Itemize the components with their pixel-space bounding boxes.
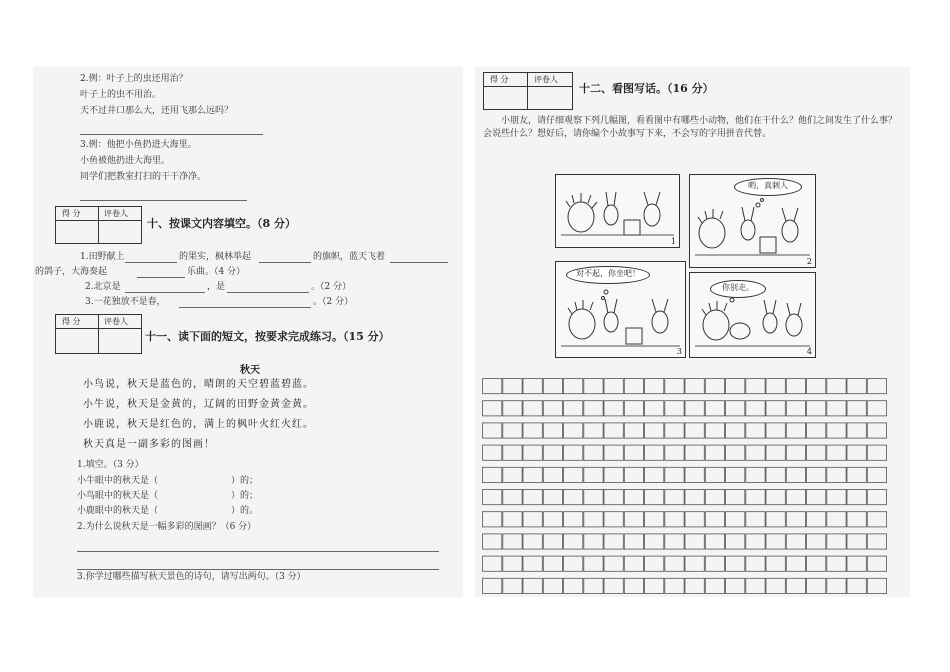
grid-cell[interactable] xyxy=(624,490,643,505)
section-12-title: 十二、看图写话。（16 分） xyxy=(579,82,714,95)
s10-q1b: 的果实，枫林举起 xyxy=(179,252,252,262)
grid-cell[interactable] xyxy=(867,490,886,505)
grid-cell[interactable] xyxy=(483,556,502,571)
grid-cell[interactable] xyxy=(827,467,846,482)
grid-cell[interactable] xyxy=(523,556,542,571)
grid-cell[interactable] xyxy=(483,445,502,460)
s10-q2b: ，是 xyxy=(207,282,226,292)
grid-cell[interactable] xyxy=(503,578,522,593)
grid-cell[interactable] xyxy=(867,445,886,460)
s11-q1-row-b: ）的。 xyxy=(231,506,259,516)
grid-cell[interactable] xyxy=(746,512,765,527)
grid-cell[interactable] xyxy=(604,445,623,460)
grid-cell[interactable] xyxy=(543,534,562,549)
speech-bubble: 哟，真刺人 xyxy=(734,178,802,196)
grid-cell[interactable] xyxy=(645,578,664,593)
grid-cell[interactable] xyxy=(645,467,664,482)
grid-cell[interactable] xyxy=(807,556,826,571)
grid-cell[interactable] xyxy=(665,423,684,438)
s11-q1-row-b: ）的； xyxy=(231,491,259,501)
grid-cell[interactable] xyxy=(503,534,522,549)
passage-line: 秋天真是一副多彩的图画！ xyxy=(83,439,215,450)
grid-cell[interactable] xyxy=(564,556,583,571)
fill-blank[interactable] xyxy=(179,307,311,308)
grid-cell[interactable] xyxy=(766,467,785,482)
grid-cell[interactable] xyxy=(523,445,542,460)
grid-cell[interactable] xyxy=(807,578,826,593)
grid-cell[interactable] xyxy=(827,401,846,416)
grid-cell[interactable] xyxy=(867,512,886,527)
passage-line: 小鸟说，秋天是蓝色的，晴朗的天空碧蓝碧蓝。 xyxy=(83,379,314,390)
grid-cell[interactable] xyxy=(543,467,562,482)
grid-cell[interactable] xyxy=(624,401,643,416)
grid-cell[interactable] xyxy=(503,445,522,460)
grid-cell[interactable] xyxy=(604,423,623,438)
grid-cell[interactable] xyxy=(645,401,664,416)
grid-cell[interactable] xyxy=(604,512,623,527)
grid-cell[interactable] xyxy=(564,467,583,482)
grid-cell[interactable] xyxy=(705,556,724,571)
answer-line[interactable] xyxy=(80,200,247,201)
grid-cell[interactable] xyxy=(645,490,664,505)
grid-cell[interactable] xyxy=(786,512,805,527)
grid-cell[interactable] xyxy=(584,490,603,505)
s10-q1c: 的旗帜，蓝天飞着 xyxy=(313,252,386,262)
score-label: 得 分 xyxy=(490,75,509,84)
grid-cell[interactable] xyxy=(584,379,603,394)
grid-cell[interactable] xyxy=(665,512,684,527)
grid-cell[interactable] xyxy=(766,379,785,394)
hedgehog-rabbit-scene-icon xyxy=(556,175,679,247)
s10-q3b: 。（2 分） xyxy=(313,297,354,307)
grid-cell[interactable] xyxy=(483,379,502,394)
grid-cell[interactable] xyxy=(746,556,765,571)
passage-line: 小鹿说，秋天是红色的，满上的枫叶火红火红。 xyxy=(83,419,314,430)
grid-cell[interactable] xyxy=(807,490,826,505)
grid-cell[interactable] xyxy=(705,534,724,549)
grid-cell[interactable] xyxy=(645,445,664,460)
score-box xyxy=(55,314,142,354)
grid-cell[interactable] xyxy=(665,467,684,482)
grid-cell[interactable] xyxy=(483,401,502,416)
grid-cell[interactable] xyxy=(847,578,866,593)
grid-cell[interactable] xyxy=(645,512,664,527)
grid-cell[interactable] xyxy=(483,578,502,593)
section-10-title: 十、按课文内容填空。（8 分） xyxy=(147,217,296,230)
grid-cell[interactable] xyxy=(564,534,583,549)
grid-cell[interactable] xyxy=(665,578,684,593)
grid-cell[interactable] xyxy=(584,423,603,438)
grid-cell[interactable] xyxy=(807,445,826,460)
grid-cell[interactable] xyxy=(685,490,704,505)
grid-cell[interactable] xyxy=(584,445,603,460)
grid-cell[interactable] xyxy=(827,490,846,505)
q2-line1: 叶子上的虫不用治。 xyxy=(80,90,162,100)
grid-cell[interactable] xyxy=(523,578,542,593)
grid-cell[interactable] xyxy=(584,401,603,416)
grid-cell[interactable] xyxy=(807,423,826,438)
picture-panel-2 xyxy=(689,174,816,268)
grid-cell[interactable] xyxy=(503,490,522,505)
grid-cell[interactable] xyxy=(766,490,785,505)
speech-bubble: 你别走。 xyxy=(710,280,766,298)
grid-cell[interactable] xyxy=(624,578,643,593)
grid-cell[interactable] xyxy=(786,467,805,482)
grid-cell[interactable] xyxy=(503,423,522,438)
grid-cell[interactable] xyxy=(665,445,684,460)
grid-cell[interactable] xyxy=(726,534,745,549)
grid-cell[interactable] xyxy=(584,578,603,593)
s11-q1-row-a: 小鸟眼中的秋天是（ xyxy=(77,491,159,501)
picture-panel-3 xyxy=(555,261,686,358)
grid-cell[interactable] xyxy=(523,467,542,482)
grid-cell[interactable] xyxy=(867,379,886,394)
s10-q1a: 1.田野献上 xyxy=(80,252,125,262)
grid-cell[interactable] xyxy=(726,401,745,416)
fill-blank[interactable] xyxy=(259,262,311,263)
q3-line1: 小鱼被他扔进大海里。 xyxy=(80,156,171,166)
grid-cell[interactable] xyxy=(624,379,643,394)
grid-cell[interactable] xyxy=(726,578,745,593)
fill-blank[interactable] xyxy=(390,262,448,263)
grid-cell[interactable] xyxy=(705,578,724,593)
grid-cell[interactable] xyxy=(786,445,805,460)
grid-cell[interactable] xyxy=(766,534,785,549)
grid-cell[interactable] xyxy=(564,379,583,394)
grid-cell[interactable] xyxy=(483,467,502,482)
grid-cell[interactable] xyxy=(523,401,542,416)
grid-cell[interactable] xyxy=(685,379,704,394)
grid-cell[interactable] xyxy=(543,423,562,438)
right-exam-page xyxy=(475,67,910,597)
grid-cell[interactable] xyxy=(827,578,846,593)
grid-cell[interactable] xyxy=(604,578,623,593)
grid-cell[interactable] xyxy=(624,556,643,571)
grid-cell[interactable] xyxy=(746,534,765,549)
grid-cell[interactable] xyxy=(705,467,724,482)
q3-line2: 同学们把教室打扫的干干净净。 xyxy=(80,172,207,182)
grid-cell[interactable] xyxy=(503,512,522,527)
grid-cell[interactable] xyxy=(827,445,846,460)
answer-line[interactable] xyxy=(80,134,263,135)
grid-cell[interactable] xyxy=(847,423,866,438)
q2-example: 2.例：叶子上的虫还用治？ xyxy=(80,74,188,84)
grid-cell[interactable] xyxy=(705,512,724,527)
grid-cell[interactable] xyxy=(584,534,603,549)
grid-cell[interactable] xyxy=(604,379,623,394)
answer-line[interactable] xyxy=(77,551,439,552)
grid-cell[interactable] xyxy=(746,445,765,460)
grid-cell[interactable] xyxy=(564,512,583,527)
s10-q1d: 的鸽子，大海奏起 xyxy=(35,267,108,277)
s11-q3: 3.你学过哪些描写秋天景色的诗句，请写出两句。（3 分） xyxy=(77,572,306,582)
grid-cell[interactable] xyxy=(564,490,583,505)
grid-cell[interactable] xyxy=(726,490,745,505)
grid-cell[interactable] xyxy=(645,534,664,549)
grid-cell[interactable] xyxy=(584,556,603,571)
fill-blank[interactable] xyxy=(125,262,177,263)
grid-cell[interactable] xyxy=(847,445,866,460)
grid-cell[interactable] xyxy=(685,467,704,482)
panel-number: 2 xyxy=(806,257,812,266)
grader-label: 评卷人 xyxy=(104,317,128,326)
grid-cell[interactable] xyxy=(645,379,664,394)
grid-cell[interactable] xyxy=(786,401,805,416)
grid-cell[interactable] xyxy=(604,556,623,571)
grid-cell[interactable] xyxy=(685,578,704,593)
grid-cell[interactable] xyxy=(665,379,684,394)
grid-cell[interactable] xyxy=(665,401,684,416)
grid-cell[interactable] xyxy=(604,490,623,505)
grid-cell[interactable] xyxy=(827,423,846,438)
grader-label: 评卷人 xyxy=(534,75,558,84)
grid-cell[interactable] xyxy=(483,512,502,527)
passage-title: 秋天 xyxy=(240,365,260,376)
panel-number: 4 xyxy=(806,347,812,356)
grid-cell[interactable] xyxy=(746,467,765,482)
grid-cell[interactable] xyxy=(503,467,522,482)
grid-cell[interactable] xyxy=(543,445,562,460)
passage-line: 小牛说，秋天是金黄的，辽阔的田野金黄金黄。 xyxy=(83,399,314,410)
s10-q3a: 3.一花独放不是春， xyxy=(85,297,166,307)
grid-cell[interactable] xyxy=(786,534,805,549)
s11-q1: 1.填空。（3 分） xyxy=(77,460,144,470)
panel-number: 3 xyxy=(676,347,682,356)
grid-cell[interactable] xyxy=(807,467,826,482)
grid-cell[interactable] xyxy=(766,401,785,416)
grid-cell[interactable] xyxy=(766,445,785,460)
s10-q2a: 2.北京是 xyxy=(85,282,121,292)
score-label: 得 分 xyxy=(62,209,81,218)
grid-cell[interactable] xyxy=(746,490,765,505)
score-box xyxy=(55,206,142,244)
grid-cell[interactable] xyxy=(807,401,826,416)
grid-cell[interactable] xyxy=(624,512,643,527)
grid-cell[interactable] xyxy=(746,379,765,394)
grid-cell[interactable] xyxy=(624,445,643,460)
grid-cell[interactable] xyxy=(543,512,562,527)
grid-cell[interactable] xyxy=(665,534,684,549)
grid-cell[interactable] xyxy=(543,578,562,593)
grid-cell[interactable] xyxy=(847,512,866,527)
grid-cell[interactable] xyxy=(847,379,866,394)
section-11-title: 十一、读下面的短文，按要求完成练习。（15 分） xyxy=(145,330,390,343)
grader-label: 评卷人 xyxy=(104,209,128,218)
grid-cell[interactable] xyxy=(483,490,502,505)
grid-cell[interactable] xyxy=(786,423,805,438)
grid-cell[interactable] xyxy=(867,467,886,482)
grid-cell[interactable] xyxy=(786,379,805,394)
grid-cell[interactable] xyxy=(584,512,603,527)
grid-cell[interactable] xyxy=(645,556,664,571)
grid-cell[interactable] xyxy=(685,534,704,549)
picture-panel-1 xyxy=(555,174,680,248)
q3-example: 3.例：他把小鱼扔进大海里。 xyxy=(80,140,197,150)
grid-cell[interactable] xyxy=(867,401,886,416)
grid-cell[interactable] xyxy=(847,534,866,549)
grid-cell[interactable] xyxy=(624,534,643,549)
grid-cell[interactable] xyxy=(766,423,785,438)
grid-cell[interactable] xyxy=(705,490,724,505)
grid-cell[interactable] xyxy=(867,423,886,438)
grid-cell[interactable] xyxy=(726,423,745,438)
grid-cell[interactable] xyxy=(807,379,826,394)
grid-cell[interactable] xyxy=(867,534,886,549)
grid-cell[interactable] xyxy=(847,490,866,505)
grid-cell[interactable] xyxy=(807,534,826,549)
grid-cell[interactable] xyxy=(604,534,623,549)
fill-blank[interactable] xyxy=(137,277,185,278)
grid-cell[interactable] xyxy=(867,578,886,593)
grid-cell[interactable] xyxy=(523,512,542,527)
s10-q1e: 乐曲。（4 分） xyxy=(187,267,246,277)
grid-cell[interactable] xyxy=(523,379,542,394)
s11-q2: 2.为什么说秋天是一幅多彩的图画？（6 分） xyxy=(77,522,257,532)
grid-cell[interactable] xyxy=(746,423,765,438)
grid-cell[interactable] xyxy=(503,401,522,416)
score-box xyxy=(483,72,573,110)
grid-cell[interactable] xyxy=(726,512,745,527)
grid-cell[interactable] xyxy=(766,556,785,571)
panel-number: 1 xyxy=(670,237,676,246)
grid-cell[interactable] xyxy=(827,379,846,394)
grid-cell[interactable] xyxy=(705,423,724,438)
grid-cell[interactable] xyxy=(827,534,846,549)
grid-cell[interactable] xyxy=(483,423,502,438)
grid-cell[interactable] xyxy=(746,578,765,593)
grid-cell[interactable] xyxy=(726,379,745,394)
grid-cell[interactable] xyxy=(827,556,846,571)
grid-cell[interactable] xyxy=(705,445,724,460)
q2-line2: 天不过井口那么大，还用飞那么远吗？ xyxy=(80,106,234,116)
grid-cell[interactable] xyxy=(827,512,846,527)
grid-cell[interactable] xyxy=(604,467,623,482)
grid-cell[interactable] xyxy=(685,556,704,571)
grid-cell[interactable] xyxy=(685,445,704,460)
writing-grid[interactable] xyxy=(482,375,887,597)
speech-bubble: 对不起，你坐吧！ xyxy=(566,266,650,284)
grid-cell[interactable] xyxy=(543,379,562,394)
grid-cell[interactable] xyxy=(665,556,684,571)
score-label: 得 分 xyxy=(62,317,81,326)
grid-cell[interactable] xyxy=(847,467,866,482)
s11-q1-row-b: ）的； xyxy=(231,476,259,486)
grid-cell[interactable] xyxy=(807,512,826,527)
grid-cell[interactable] xyxy=(543,401,562,416)
writing-instructions: 小朋友，请仔细观察下列几幅图，看看图中有哪些小动物，他们在干什么？他们之间发生了什么事？会说些什么？想好后，请你编个小故事写下来，不会写的字用拼音代替。 xyxy=(483,116,898,139)
s11-q1-row-a: 小鹿眼中的秋天是（ xyxy=(77,506,159,516)
grid-cell[interactable] xyxy=(746,401,765,416)
s11-q1-row-a: 小牛眼中的秋天是（ xyxy=(77,476,159,486)
grid-cell[interactable] xyxy=(665,490,684,505)
grid-cell[interactable] xyxy=(503,379,522,394)
grid-cell[interactable] xyxy=(867,556,886,571)
grid-cell[interactable] xyxy=(847,401,866,416)
grid-cell[interactable] xyxy=(786,556,805,571)
grid-cell[interactable] xyxy=(685,401,704,416)
fill-blank[interactable] xyxy=(227,292,309,293)
grid-cell[interactable] xyxy=(523,534,542,549)
grid-cell[interactable] xyxy=(726,467,745,482)
grid-cell[interactable] xyxy=(786,490,805,505)
grid-cell[interactable] xyxy=(564,423,583,438)
picture-panel-4 xyxy=(689,272,816,358)
answer-line[interactable] xyxy=(77,569,439,570)
grid-cell[interactable] xyxy=(523,423,542,438)
grid-cell[interactable] xyxy=(543,556,562,571)
grid-cell[interactable] xyxy=(503,556,522,571)
grid-cell[interactable] xyxy=(523,490,542,505)
grid-cell[interactable] xyxy=(685,512,704,527)
grid-cell[interactable] xyxy=(564,401,583,416)
left-exam-page xyxy=(33,67,463,597)
grid-cell[interactable] xyxy=(766,578,785,593)
grid-cell[interactable] xyxy=(564,578,583,593)
grid-cell[interactable] xyxy=(847,556,866,571)
grid-cell[interactable] xyxy=(726,556,745,571)
fill-blank[interactable] xyxy=(125,292,205,293)
grid-cell[interactable] xyxy=(584,467,603,482)
grid-cell[interactable] xyxy=(786,578,805,593)
grid-cell[interactable] xyxy=(705,401,724,416)
grid-cell[interactable] xyxy=(604,401,623,416)
grid-cell[interactable] xyxy=(685,423,704,438)
grid-cell[interactable] xyxy=(624,467,643,482)
grid-cell[interactable] xyxy=(483,534,502,549)
grid-cell[interactable] xyxy=(726,445,745,460)
grid-cell[interactable] xyxy=(645,423,664,438)
grid-cell[interactable] xyxy=(543,490,562,505)
grid-cell[interactable] xyxy=(564,445,583,460)
grid-cell[interactable] xyxy=(705,379,724,394)
grid-cell[interactable] xyxy=(766,512,785,527)
s10-q2c: 。（2 分） xyxy=(311,282,352,292)
grid-cell[interactable] xyxy=(624,423,643,438)
